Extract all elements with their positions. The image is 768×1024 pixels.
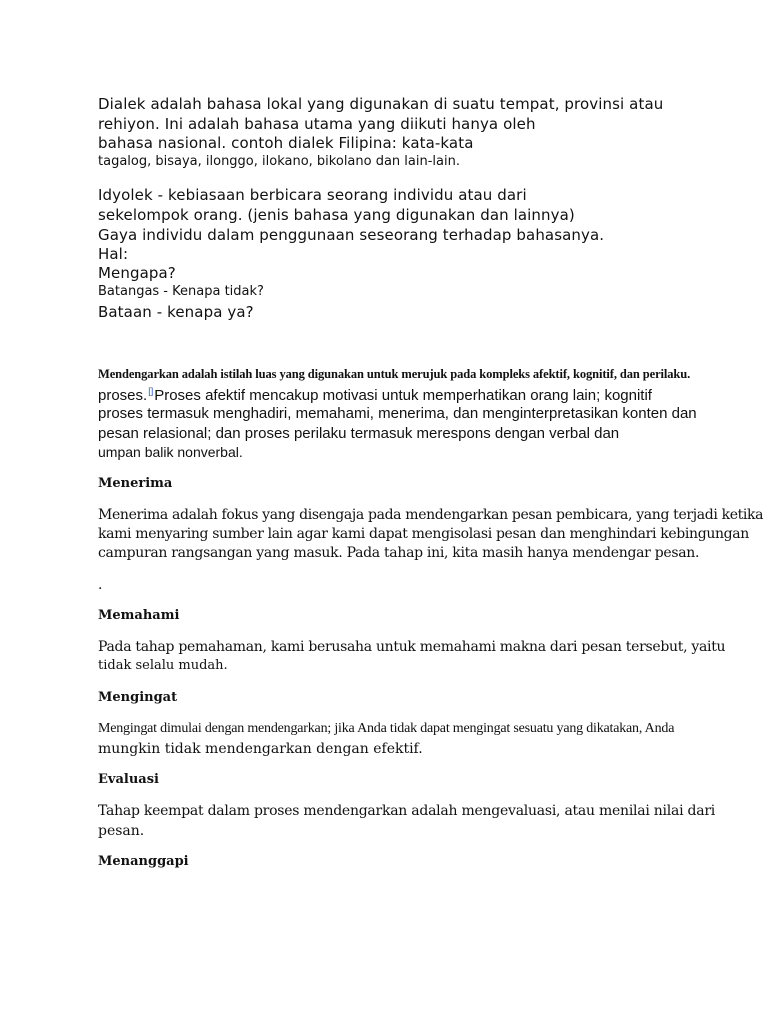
evaluasi-line-2: pesan.: [98, 823, 145, 839]
evaluasi-line-1: Tahap keempat dalam proses mendengarkan adalah mengevaluasi, atau menilai nilai dari: [98, 803, 716, 819]
intro-line-1: Dialek adalah bahasa lokal yang digunakan di suatu tempat, provinsi atau: [98, 95, 664, 113]
mengingat-line-1: Mengingat dimulai dengan mendengarkan; jika Anda tidak dapat mengingat sesuatu yang dikatakan, Anda: [98, 721, 675, 736]
listening-line-1-start: proses.: [98, 387, 148, 404]
idiolect-line-5: Mengapa?: [98, 264, 176, 282]
idiolect-line-2: sekelompok orang. (jenis bahasa yang digunakan dan lainnya): [98, 206, 575, 224]
heading-menerima: Menerima: [98, 476, 173, 491]
intro-line-4: tagalog, bisaya, ilonggo, ilokano, bikolano dan lain-lain.: [98, 154, 460, 169]
listening-lead: Mendengarkan adalah istilah luas yang digunakan untuk merujuk pada kompleks afektif, kognitif, dan perilaku.: [98, 367, 691, 381]
idiolect-line-7: Bataan - kenapa ya?: [98, 303, 254, 321]
memahami-line-2: tidak selalu mudah.: [98, 658, 228, 673]
intro-line-2: rehiyon. Ini adalah bahasa utama yang diikuti hanya oleh: [98, 115, 536, 133]
menerima-dot: .: [98, 577, 103, 593]
listening-line-1-rest: Proses afektif mencakup motivasi untuk memperhatikan orang lain; kognitif: [154, 387, 652, 404]
heading-mengingat: Mengingat: [98, 690, 178, 705]
heading-menanggapi: Menanggapi: [98, 854, 189, 869]
idiolect-line-1: Idyolek - kebiasaan berbicara seorang individu atau dari: [98, 186, 527, 204]
idiolect-line-3: Gaya individu dalam penggunaan seseorang terhadap bahasanya.: [98, 226, 605, 244]
memahami-line-1: Pada tahap pemahaman, kami berusaha untuk memahami makna dari pesan tersebut, yaitu: [98, 639, 726, 655]
idiolect-line-4: Hal:: [98, 245, 129, 263]
idiolect-line-6: Batangas - Kenapa tidak?: [98, 284, 264, 299]
listening-line-2: proses termasuk menghadiri, memahami, menerima, dan menginterpretasikan konten dan: [98, 405, 697, 422]
listening-line-4: umpan balik nonverbal.: [98, 444, 243, 460]
menerima-line-1: Menerima adalah fokus yang disengaja pada mendengarkan pesan pembicara, yang terjadi ketika: [98, 507, 764, 523]
intro-line-3: bahasa nasional. contoh dialek Filipina: kata-kata: [98, 134, 474, 152]
footnote-link[interactable]: []: [148, 386, 154, 396]
mengingat-line-2: mungkin tidak mendengarkan dengan efektif.: [98, 741, 423, 757]
heading-evaluasi: Evaluasi: [98, 772, 159, 787]
heading-memahami: Memahami: [98, 608, 180, 623]
listening-line-1: [98, 386, 652, 404]
menerima-line-2: kami menyaring sumber lain agar kami dapat mengisolasi pesan dan menghindari kebingungan: [98, 526, 749, 542]
menerima-line-3: campuran rangsangan yang masuk. Pada tahap ini, kita masih hanya mendengar pesan.: [98, 545, 700, 561]
listening-line-3: pesan relasional; dan proses perilaku termasuk merespons dengan verbal dan: [98, 425, 620, 442]
